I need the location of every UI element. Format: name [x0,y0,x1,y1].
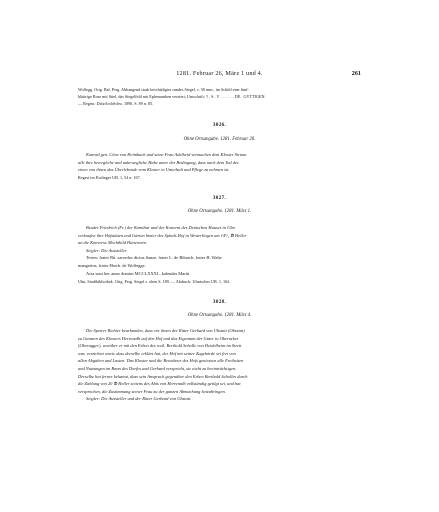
running-header [0,70,439,80]
regest-line: verkaufen ihre Hofstätten und Gärten hinter des Spitals Hof in Westerlingen um 14¹/₂ ℔ Heller [78,232,247,238]
regest-line: versprochen, die Zustimmung seiner Frau zu der ganzen Abmachung beizubringen. [78,388,226,394]
regest-line: Derselbe hat ferner bekannt, dass sein Anspruch gegenüber den Erben Berthold Scholles durch [78,373,248,379]
regest-line: die Zahlung von 20 ℔ Heller seitens des Abts von Herrenalb vollständig getilgt sei, und hat [78,381,241,387]
witness-line: Testes: frater Rů. sacerdos dictus Sanze, frater L. de Bibrach, frater H. Wahr- [86,255,223,261]
running-title: 1281. Februar 26, März 1 und 4. [176,70,263,77]
document-number: 3027. [212,195,227,201]
regest-line: und Nutzungen im Bann des Dorfes und Gerhard verspricht, sie nicht zu beeinträchtigen. [78,365,237,371]
acta-line: Acta sunt hec anno domini MCCLXXXI., kalendas Martii. [86,270,191,276]
source-note: Regest im Esslinger UB. 1, 54 n. 167. [78,175,141,180]
place-date: Ohne Ortsangabe. 1281. März 1. [187,209,252,214]
witness-line: mangerius, frater Eberh. de Wolfegge. [78,262,146,268]
note-line: — Regest: DiözArchSchw. 1890, S. 89 n. 85. [78,101,154,107]
regest-line: alle ihre bewegliche und unbewegliche Habe unter der Bedingung, dass nach dem Tod des [78,159,239,165]
place-date: Ohne Ortsangabe. 1281. Februar 26. [183,137,256,142]
previous-document-note [78,86,365,108]
place-date: Ohne Ortsangabe. 1281. März 4. [187,313,252,318]
regest-line: zu Gunsten des Klosters Herrenalb auf den Hof und das Eigentum der Güter in Oberacker [78,335,239,341]
page-number: 261 [351,70,361,77]
document-regest [78,327,365,403]
regest-line: einen von ihnen das Überlebende vom Kloster in Unterhalt und Pflege zu nehmen ist. [78,167,230,173]
regest-line: an die Konverse Mechthild Hünerarin. [78,240,147,246]
note-line: Wolfegg. Orig. Bal. Perg. Abhangend stark beschädigtes rundes Siegel, c. 50 mm., im Schild eine fünf- [78,87,249,92]
regest-line: Konrad gen. Cöne von Heimbach und seine Frau Adelheid vermachen dem Kloster Sirnau [86,152,247,157]
document-regest [78,224,365,277]
regest-line: (Oberagger), worüber er mit den Erben des weil. Berthold Scholle von Heidelheim im Streit [78,343,242,349]
regest-line: war, verzichtet sowie dass derselbe erklärt hat, der Hof mit seiner Zugehörde sei frei von [78,350,236,356]
document-number: 3026. [212,122,227,128]
regest-line: allen Abgaben und Lasten. Das Kloster und die Bewohner des Hofs geniessen alle Freiheiten [78,358,244,364]
source-note: Ulm, Stadtbibliothek. Orig. Perg. Siegel s. oben S. 189. — Abdruck: Ulmisches UB. 1, 162. [78,279,231,284]
document-number: 3028. [212,299,227,305]
sealer-line: Siegler: Die Aussteller. [86,247,127,253]
regest-line: Bruder Friedrich (Fr.) der Komthur und der Konvent des Deutschen Hauses in Ulm [86,225,235,230]
document-regest [78,151,365,174]
note-line: blättrige Rose mit Stiel, das Siegelfeld mit Ephenranken verziert; Umschrift: † . S . V . . . . . . . DE . GVTTIGEN. [78,94,266,100]
regest-line: Die Speirer Richter beurkunden, dass vor ihnen der Ritter Gerhard von Ubstatt (Obestat) [86,328,245,333]
sealer-line: Siegler: Die Aussteller und der Ritter Gerhard von Ubstatt. [86,396,192,402]
